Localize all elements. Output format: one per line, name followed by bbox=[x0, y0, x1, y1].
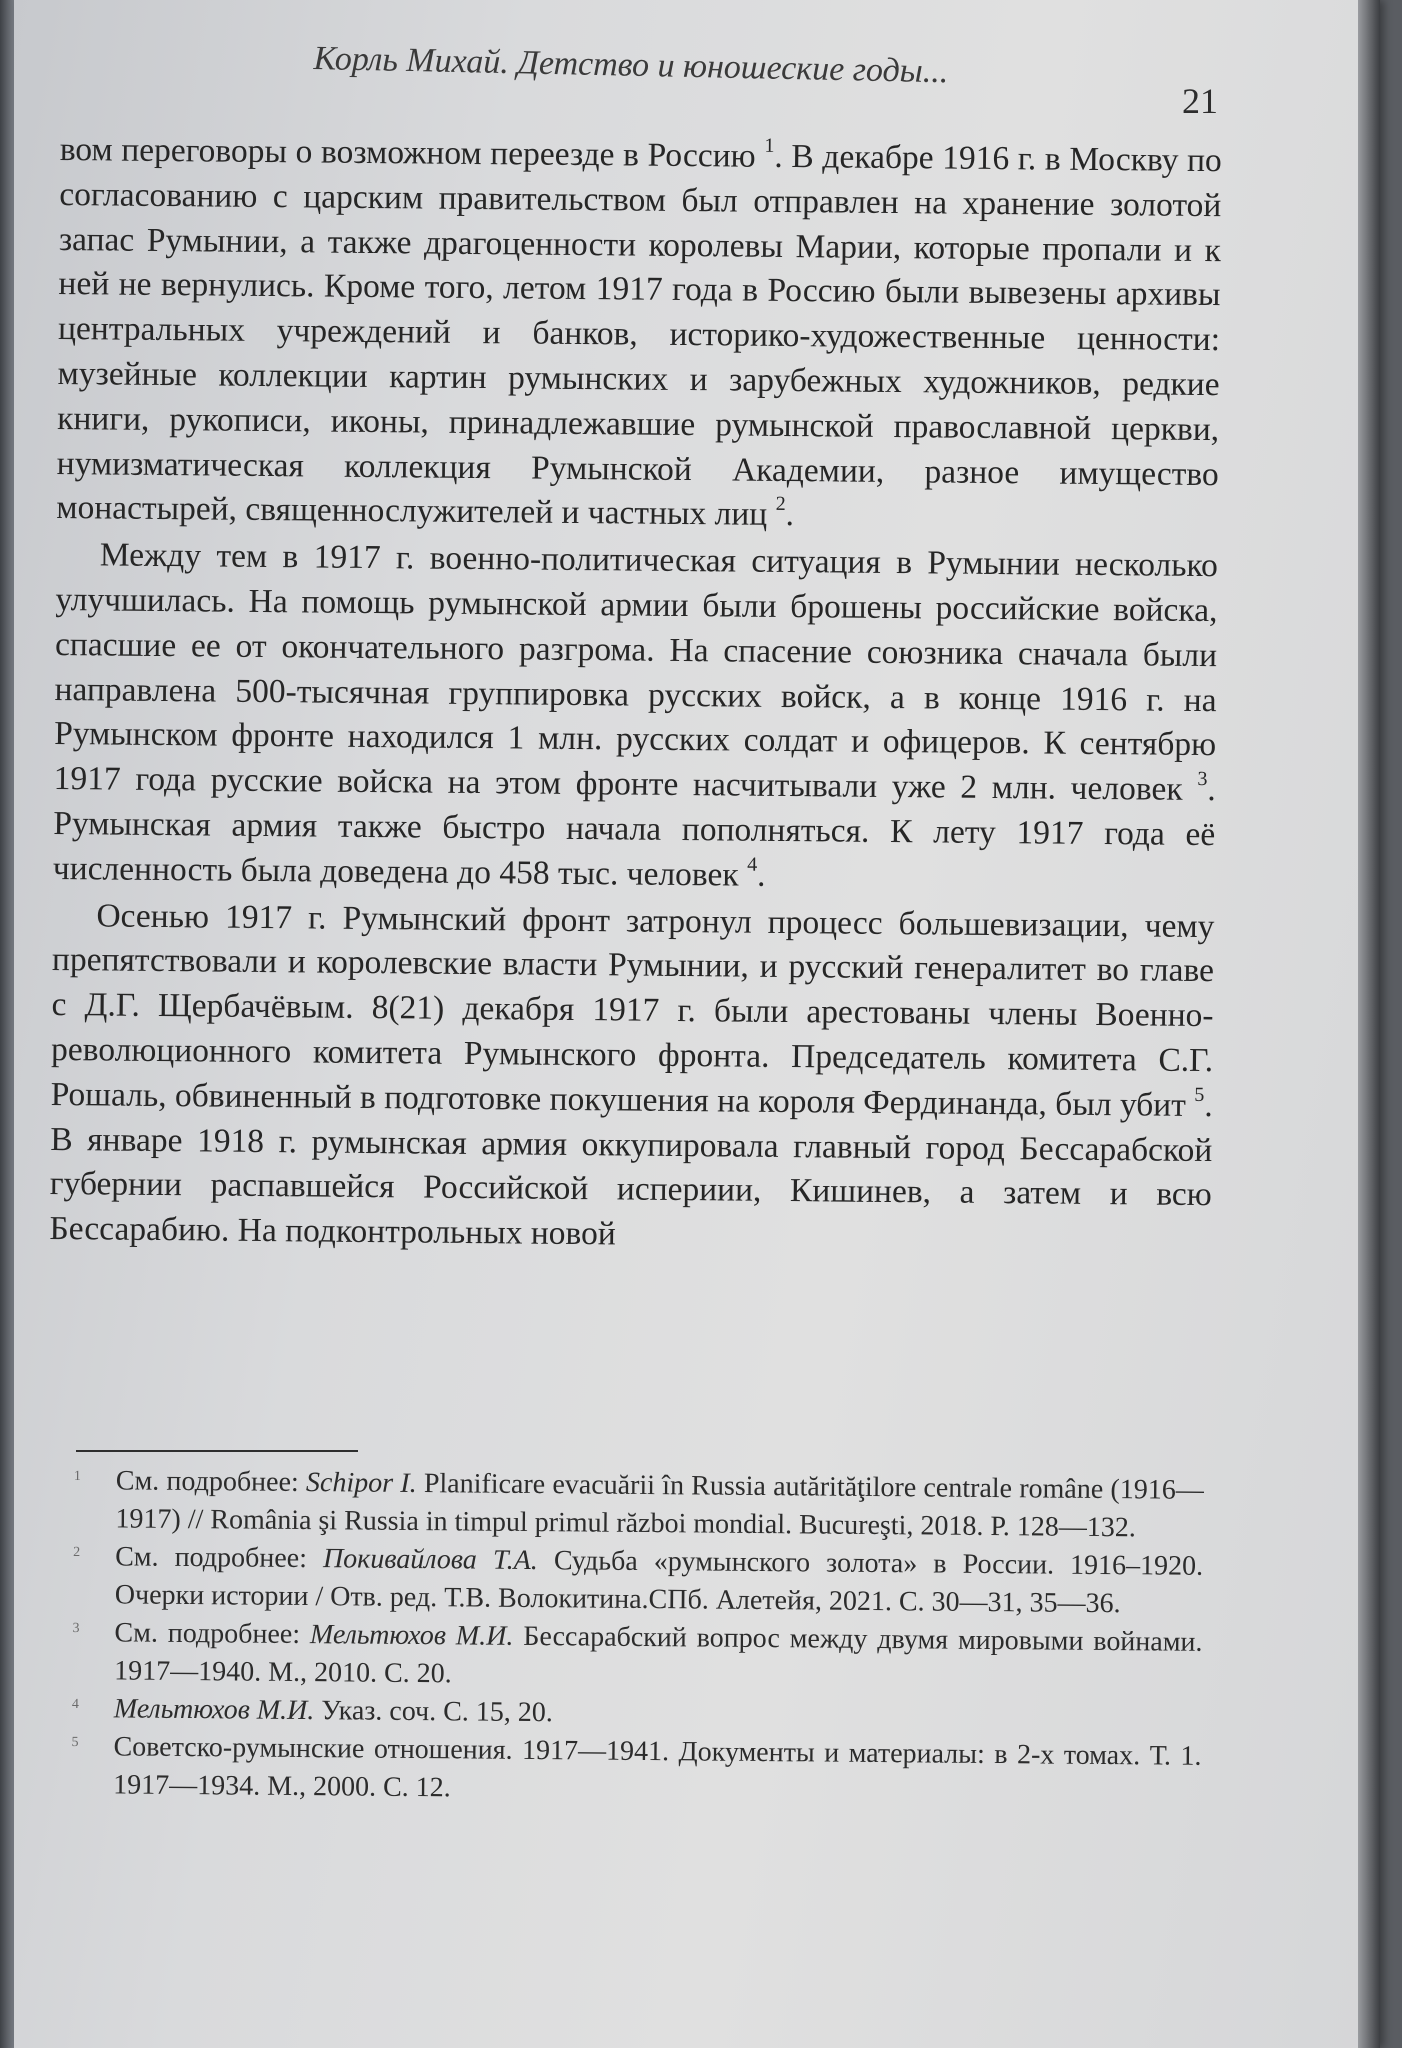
paragraph-text-run: Между тем в 1917 г. военно-политическая ситуация в Румынии несколько улучшилась. На помощь румынской армии были брошены российские войска, спасшие ее от окончательного разгрома. На спасение союзника сначала были направлена 500-тысячная группировка русских войск, а в конце 1916 г. на Румынском фронте находился 1 млн. русских солдат и офицеров. К сентябрю 1917 года русские войска на этом фронте насчитывали уже 2 млн. человек bbox=[53, 536, 1219, 809]
footnote-number: 3 bbox=[72, 1620, 80, 1637]
body-paragraph bbox=[56, 128, 1222, 542]
book-spine-shadow bbox=[0, 0, 14, 2048]
paragraph-text-run: . bbox=[785, 496, 795, 534]
main-text-block bbox=[49, 128, 1222, 1263]
footnote-text: Указ. соч. С. 15, 20. bbox=[314, 1695, 553, 1729]
running-header-title: Корль Михай. Детство и юношеские годы... bbox=[313, 40, 949, 91]
page-edge-shadow bbox=[1358, 0, 1380, 2048]
footnote-reference[interactable]: 2 bbox=[775, 493, 786, 516]
body-paragraph bbox=[53, 533, 1218, 903]
body-paragraph bbox=[49, 894, 1214, 1264]
footnote-reference[interactable]: 4 bbox=[747, 853, 758, 876]
footnote-author: Покивайлова Т.А. bbox=[322, 1543, 538, 1577]
footnote-item bbox=[72, 1614, 1203, 1700]
footnote-prefix: См. подробнее: bbox=[115, 1541, 324, 1575]
footnote-text: Planificare evacuării în Russia autărităţilore centrale române (1916—1917) // România şi Russia in timpul primul război mondial. Bucureşti, 2018. P. 128—132. bbox=[115, 1467, 1204, 1544]
footnote-prefix: См. подробнее: bbox=[115, 1465, 307, 1499]
paragraph-text-run: . Румынская армия также быстро начала пополняться. К лету 1917 года её численность была доведена до 458 тыс. человек bbox=[52, 771, 1216, 894]
paragraph-text-run: . bbox=[756, 856, 766, 894]
footnote-number: 5 bbox=[71, 1734, 79, 1751]
book-page bbox=[14, 0, 1380, 2048]
footnote-reference[interactable]: 3 bbox=[1197, 767, 1208, 791]
paragraph-text-run: вом переговоры о возможном переезде в Россию bbox=[59, 130, 765, 175]
page-number: 21 bbox=[1182, 81, 1218, 121]
footnote-author: Мельтюхов М.И. bbox=[113, 1693, 315, 1727]
footnote-item bbox=[71, 1728, 1202, 1814]
footnote-text: Бессарабский вопрос между двумя мировыми войнами. 1917—1940. М., 2010. С. 20. bbox=[114, 1620, 1203, 1690]
footnote-reference[interactable]: 5 bbox=[1194, 1083, 1205, 1106]
footnote-number: 2 bbox=[73, 1544, 81, 1561]
paragraph-text-run: Осенью 1917 г. Румынский фронт затронул процесс большевизации, чему препятствовали и королевские власти Румынии, и русский генералитет во главе с Д.Г. Щербачёвым. 8(21) декабря 1917 г. были арестованы члены Военно-революционного комитета Румынского фронта. Председатель комитета С.Г. Рошаль, обвиненный в подготовке покушения на короля Фердинанда, был убит bbox=[50, 896, 1215, 1124]
footnote-item bbox=[73, 1538, 1204, 1624]
footnote-separator-rule bbox=[76, 1450, 358, 1452]
paragraph-text-run: . В декабре 1916 г. в Москву по согласованию с царским правительством был отправлен на хранение золотой запас Румынии, а также драгоценности королевы Марии, которые пропали и к ней не вернулись. Кроме того, летом 1917 года в Россию были вывезены архивы центральных учреждений и банков, историко-художественные ценности: музейные коллекции картин румынских и зарубежных художников, редкие книги, рукописи, иконы, принадлежавшие румынской православной церкви, нумизматическая коллекция Румынской Академии, разное имущество монастырей, священнослужителей и частных лиц bbox=[56, 137, 1222, 534]
footnote-prefix: См. подробнее: bbox=[114, 1617, 311, 1651]
footnote-text: Судьба «румынского золота» в России. 1916–1920. Очерки истории / Отв. ред. Т.В. Волокитина.СПб. Алетейя, 2021. С. 30—31, 35—36. bbox=[114, 1545, 1204, 1620]
footnote-number: 4 bbox=[71, 1696, 79, 1713]
footnote-text: Советско-румынские отношения. 1917—1941. Документы и материалы: в 2-х томах. Т. 1. 1917—1934. М., 2000. С. 12. bbox=[113, 1731, 1202, 1804]
footnotes-block bbox=[71, 1462, 1204, 1814]
footnote-reference[interactable]: 1 bbox=[764, 134, 775, 157]
footnote-item bbox=[73, 1462, 1204, 1548]
footnote-number: 1 bbox=[73, 1468, 81, 1485]
paragraph-text-run: . В январе 1918 г. румынская армия оккупировала главный город Бессарабской губернии распавшейся Российской испериии, Кишинев, а затем и всю Бессарабию. На подконтрольных новой bbox=[49, 1086, 1213, 1253]
footnote-author: Schipor I. bbox=[305, 1467, 417, 1499]
footnote-author: Мельтюхов М.И. bbox=[309, 1619, 514, 1652]
